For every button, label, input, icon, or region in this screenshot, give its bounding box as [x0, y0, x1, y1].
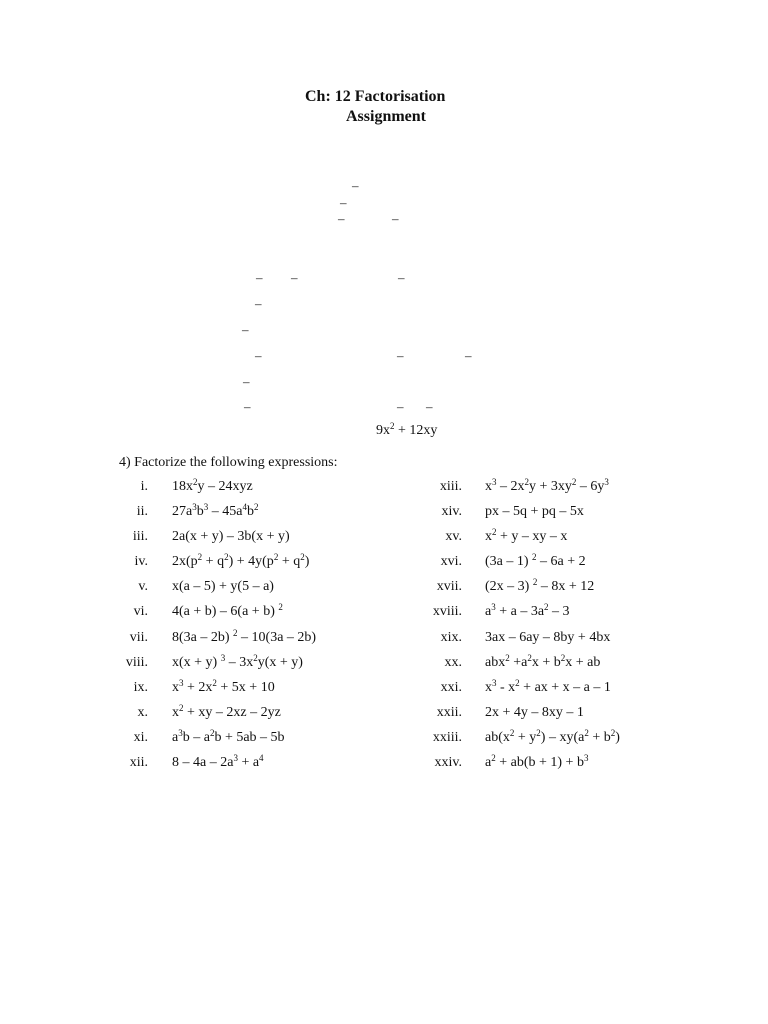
item-number: xv.	[445, 529, 462, 545]
item-expression: $x^3 + 2x^2 + 5x + 10$	[172, 677, 275, 695]
question-label: 4) Factorize the following expressions:	[119, 455, 338, 470]
item-expression: (2x – 3) $^2$ – 8x + 12	[485, 577, 595, 595]
stray-dash: –	[398, 270, 405, 285]
item-number: viii.	[125, 654, 148, 670]
item-number: xiii.	[439, 479, 462, 494]
item-expression: $a^2 + ab(b + 1) + b^3$	[485, 753, 589, 771]
item-number: vi.	[133, 604, 148, 620]
stray-dash: –	[465, 348, 472, 363]
item-expression: $27a^3b^3 - 45a^4b^2$	[172, 502, 259, 520]
item-expression: $x^2 + y$ – xy – x	[485, 527, 568, 545]
stray-dash: –	[255, 348, 262, 363]
item-expression: $x^2$ + xy – 2xz – 2yz	[172, 702, 281, 720]
item-expression: $x^3 - x^2$ + ax + x – a – 1	[485, 677, 611, 695]
item-number: xvi.	[440, 554, 462, 570]
item-expression: $x^3 - 2x^2y + 3xy^2 - 6y^3$	[485, 477, 609, 494]
item-expression: px – 5q + pq – 5x	[485, 504, 584, 520]
item-number: xi.	[133, 729, 148, 745]
stray-dash: –	[256, 270, 263, 285]
item-expression: $abx^2 +a^2x + b^2x$ + ab	[485, 652, 601, 670]
item-number: i.	[140, 479, 148, 494]
stray-dash: –	[291, 270, 298, 285]
stray-dash: –	[352, 178, 359, 193]
item-number: vii.	[129, 629, 148, 645]
item-expression: $8 - 4a - 2a^3 + a^4$	[172, 753, 264, 771]
item-expression: 2a(x + y) – 3b(x + y)	[172, 529, 290, 545]
item-number: xxi.	[440, 679, 462, 695]
item-number: xix.	[440, 629, 462, 645]
item-expression: 8(3a – 2b) $^2$ – 10(3a – 2b)	[172, 627, 317, 645]
item-number: v.	[138, 579, 148, 595]
item-expression: $ab(x^2 + y^2) - xy(a^2 + b^2)$	[485, 727, 620, 745]
item-number: xvii.	[436, 579, 462, 595]
item-number: xxii.	[436, 704, 462, 720]
item-expression: $a^3 + a - 3a^2 - 3$	[485, 602, 570, 620]
item-expression: 3ax – 6ay – 8by + 4bx	[485, 629, 611, 645]
item-expression: $18x^2y - 24xyz$	[172, 477, 253, 494]
item-expression: 2x + 4y – 8xy – 1	[485, 704, 584, 720]
item-number: xiv.	[441, 504, 462, 520]
page-title: Ch: 12 Factorisation	[305, 88, 446, 105]
stray-dash: –	[242, 322, 249, 337]
item-number: xviii.	[432, 604, 462, 620]
item-number: iii.	[132, 529, 148, 545]
item-expression: x(a – 5) + y(5 – a)	[172, 579, 274, 595]
item-number: xx.	[444, 654, 462, 670]
stray-dash: –	[397, 348, 404, 363]
stray-dash: –	[340, 195, 347, 210]
item-number: iv.	[134, 554, 148, 570]
item-number: ii.	[136, 504, 148, 520]
item-number: ix.	[133, 679, 148, 695]
stray-dash: –	[243, 374, 250, 389]
item-number: xxiv.	[434, 755, 462, 771]
stray-dash: –	[426, 399, 433, 414]
item-expression: $a^3b - a^2b + 5ab - 5b$	[172, 727, 285, 745]
page-subtitle: Assignment	[346, 108, 427, 125]
item-expression: 4(a + b) – 6(a + b) $^2$	[172, 602, 283, 620]
item-number: xxiii.	[432, 729, 462, 745]
item-expression: x(x + y) $^3 - 3x^2y(x + y)$	[172, 652, 303, 670]
item-number: x.	[137, 704, 148, 720]
stray-dash: –	[338, 211, 345, 226]
item-expression: (3a – 1) $^2$ – 6a + 2	[485, 552, 586, 570]
stray-dash: –	[255, 296, 262, 311]
stray-dash: –	[244, 399, 251, 414]
stray-dash: –	[392, 211, 399, 226]
stray-dash: –	[397, 399, 404, 414]
item-expression: $2x(p^2 + q^2) + 4y(p^2 + q^2)$	[172, 552, 310, 570]
stray-expression: $9x^2 + 12xy$	[376, 421, 438, 438]
item-number: xii.	[129, 755, 148, 771]
